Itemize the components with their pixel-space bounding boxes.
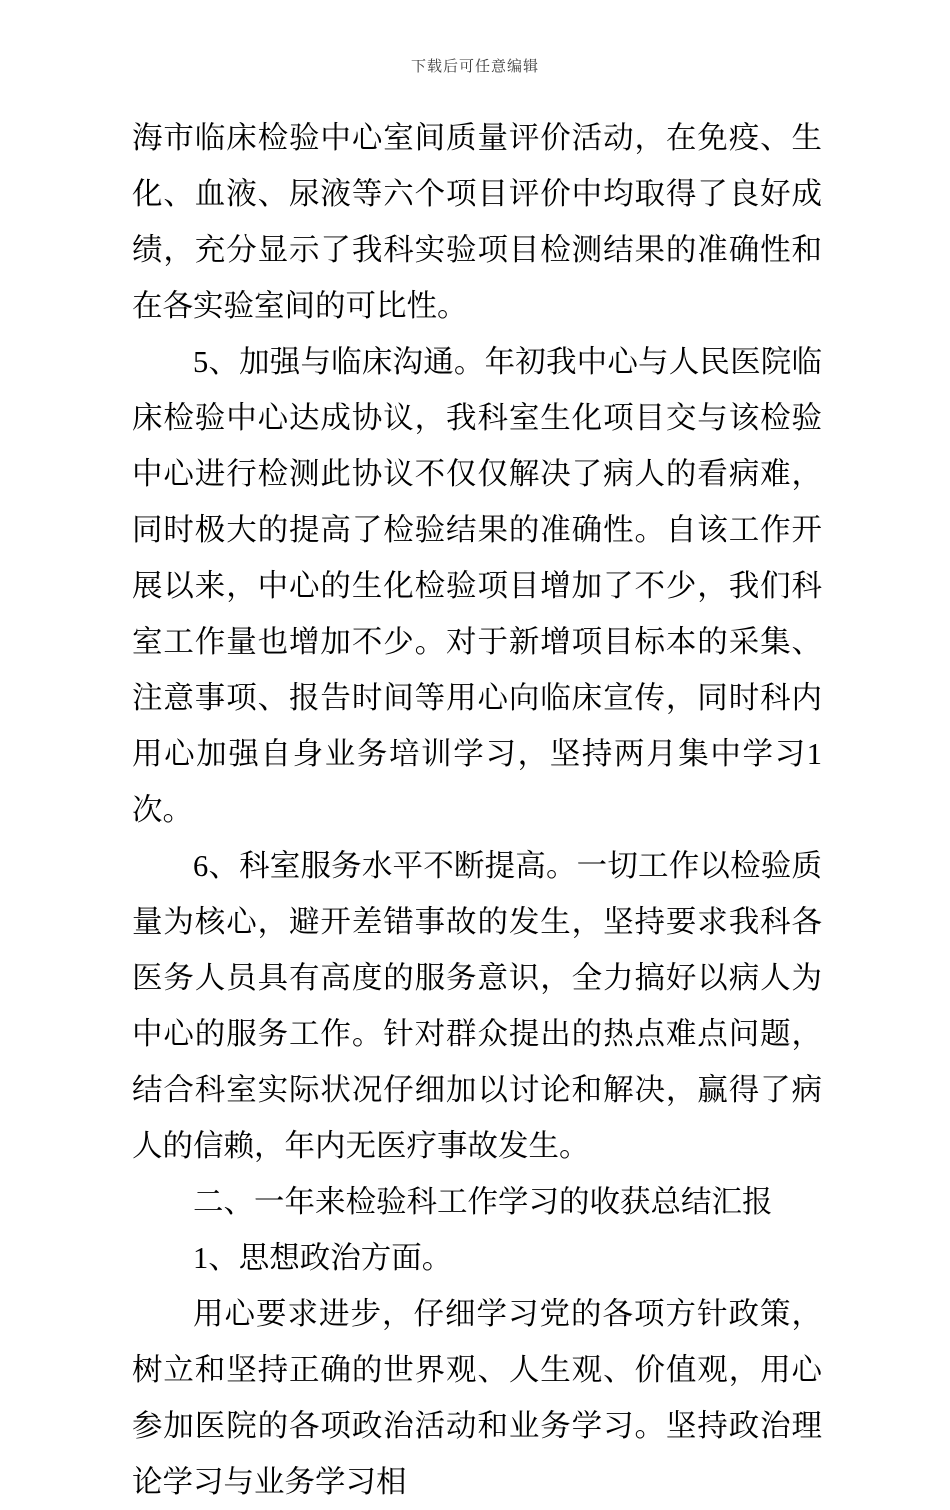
paragraph-continued: 海市临床检验中心室间质量评价活动，在免疫、生化、血液、尿液等六个项目评价中均取得了良好成绩，充分显示了我科实验项目检测结果的准确性和在各实验室间的可比性。 — [132, 121, 822, 323]
paragraph-item-5: 5、加强与临床沟通。年初我中心与人民医院临床检验中心达成协议，我科室生化项目交与该检验中心进行检测此协议不仅仅解决了病人的看病难，同时极大的提高了检验结果的准确性。自该工作开展以来，中心的生化检验项目增加了不少，我们科室工作量也增加不少。对于新增项目标本的采集、注意事项、报告时间等用心向临床宣传，同时科内用心加强自身业务培训学习，坚持两月集中学习1次。 — [132, 345, 822, 827]
paragraph-subheading-1: 1、思想政治方面。 — [193, 1241, 453, 1275]
paragraph-body-1: 用心要求进步，仔细学习党的各项方针政策，树立和坚持正确的世界观、人生观、价值观，用心参加医院的各项政治活动和业务学习。坚持政治理论学习与业务学习相 — [132, 1297, 822, 1499]
paragraph-section-heading-2: 二、一年来检验科工作学习的收获总结汇报 — [193, 1185, 773, 1219]
document-body — [132, 110, 822, 1510]
paragraph-item-6: 6、科室服务水平不断提高。一切工作以检验质量为核心，避开差错事故的发生，坚持要求我科各医务人员具有高度的服务意识，全力搞好以病人为中心的服务工作。针对群众提出的热点难点问题，结合科室实际状况仔细加以讨论和解决，赢得了病人的信赖，年内无医疗事故发生。 — [132, 849, 822, 1163]
page-watermark-header: 下载后可任意编辑 — [410, 59, 539, 75]
